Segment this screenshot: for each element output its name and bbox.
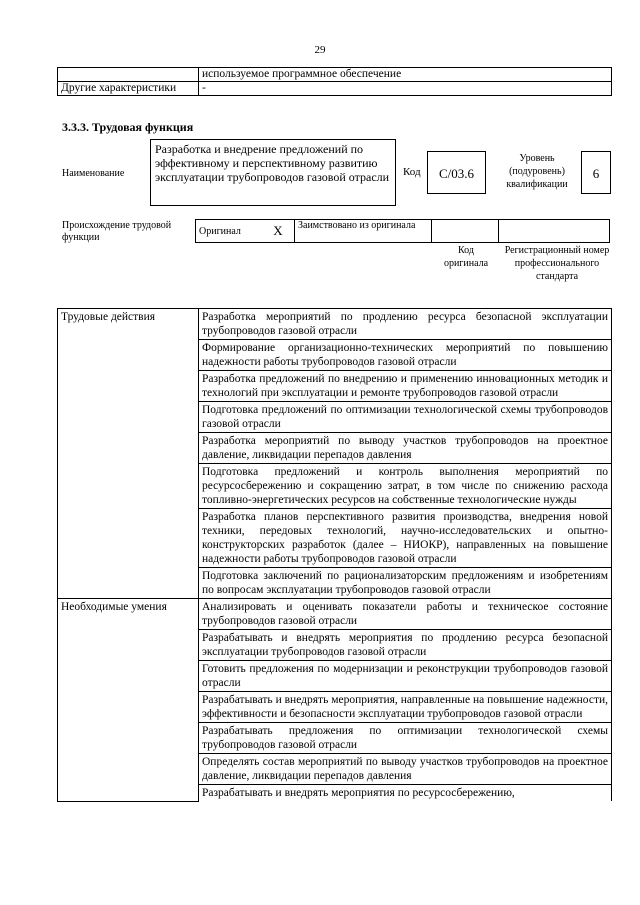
origin-label: Происхождение трудовой функции	[62, 220, 172, 243]
table-cell: Разработка предложений по внедрению и применению инновационных методик и технологий при эксплуатации и ремонте трубопроводов газовой отрасли	[199, 371, 612, 402]
section-label-actions: Трудовые действия	[58, 309, 199, 599]
function-name-box: Разработка и внедрение предложений по эффективному и перспективному развитию эксплуатации трубопроводов газовой отрасли	[150, 139, 396, 206]
table-cell: Подготовка предложений и контроль выполнения мероприятий по ресурсосбережению и сокращению затрат, в том числе по снижению расхода топливно-энергетических ресурсов на собственные технологические нужды	[199, 464, 612, 509]
table-cell: Разрабатывать предложения по оптимизации технологической схемы трубопроводов газовой отрасли	[199, 723, 612, 754]
borrowed-label: Заимствовано из оригинала	[295, 220, 432, 243]
top-continuation-table	[57, 67, 612, 96]
function-code-box: C/03.6	[427, 151, 486, 194]
section-title: 3.3.3. Трудовая функция	[62, 120, 194, 134]
table-cell: Разрабатывать и внедрять мероприятия по ресурсосбережению,	[199, 785, 612, 802]
code-original-cell	[432, 220, 499, 243]
name-label: Наименование	[62, 168, 125, 179]
table-cell: Определять состав мероприятий по выводу участков трубопроводов на проектное давление, ликвидации перепадов давления	[199, 754, 612, 785]
origin-table	[195, 219, 610, 243]
table-cell: Другие характеристики	[58, 82, 199, 96]
table-cell	[58, 68, 199, 82]
table-cell: -	[199, 82, 612, 96]
table-row	[58, 68, 612, 82]
table-cell: Готовить предложения по модернизации и реконструкции трубопроводов газовой отрасли	[199, 661, 612, 692]
original-label: Оригинал	[196, 220, 263, 243]
table-cell: Разработка планов перспективного развития производства, внедрения новой техники, передовых технологий, научно-исследовательских и опытно-конструкторских разработок (далее – НИОКР), направленных на повышение надежности работы трубопроводов газовой отрасли	[199, 509, 612, 568]
original-mark: X	[262, 220, 295, 243]
section-label-skills: Необходимые умения	[58, 599, 199, 802]
table-cell: Разработка мероприятий по выводу участков трубопроводов на проектное давление, ликвидации перепадов давления	[199, 433, 612, 464]
table-cell: Разработка мероприятий по продлению ресурса безопасной эксплуатации трубопроводов газовой отрасли	[199, 309, 612, 340]
table-row	[196, 220, 610, 243]
code-label: Код	[403, 166, 421, 178]
table-row	[58, 309, 612, 340]
table-cell: Подготовка предложений по оптимизации технологической схемы трубопроводов газовой отрасли	[199, 402, 612, 433]
table-cell: Разрабатывать и внедрять мероприятия, направленные на повышение надежности, эффективности и безопасности эксплуатации трубопроводов газовой отрасли	[199, 692, 612, 723]
table-row	[58, 599, 612, 630]
table-cell: Разрабатывать и внедрять мероприятия по продлению ресурса безопасной эксплуатации трубопроводов газовой отрасли	[199, 630, 612, 661]
reg-number-cell	[499, 220, 610, 243]
code-original-caption: Код оригинала	[443, 245, 489, 269]
table-cell: используемое программное обеспечение	[199, 68, 612, 82]
table-cell: Подготовка заключений по рационализаторским предложениям и изобретениям по вопросам эксплуатации трубопроводов газовой отрасли	[199, 568, 612, 599]
main-table	[57, 308, 612, 802]
reg-number-caption: Регистрационный номер профессионального стандарта	[504, 245, 610, 282]
table-row	[58, 82, 612, 96]
table-cell: Анализировать и оценивать показатели работы и техническое состояние трубопроводов газовой отрасли	[199, 599, 612, 630]
table-cell: Формирование организационно-технических мероприятий по повышению надежности работы трубопроводов газовой отрасли	[199, 340, 612, 371]
level-label: Уровень (подуровень) квалификации	[506, 153, 568, 190]
level-box: 6	[581, 151, 611, 194]
page-number: 29	[314, 44, 326, 56]
